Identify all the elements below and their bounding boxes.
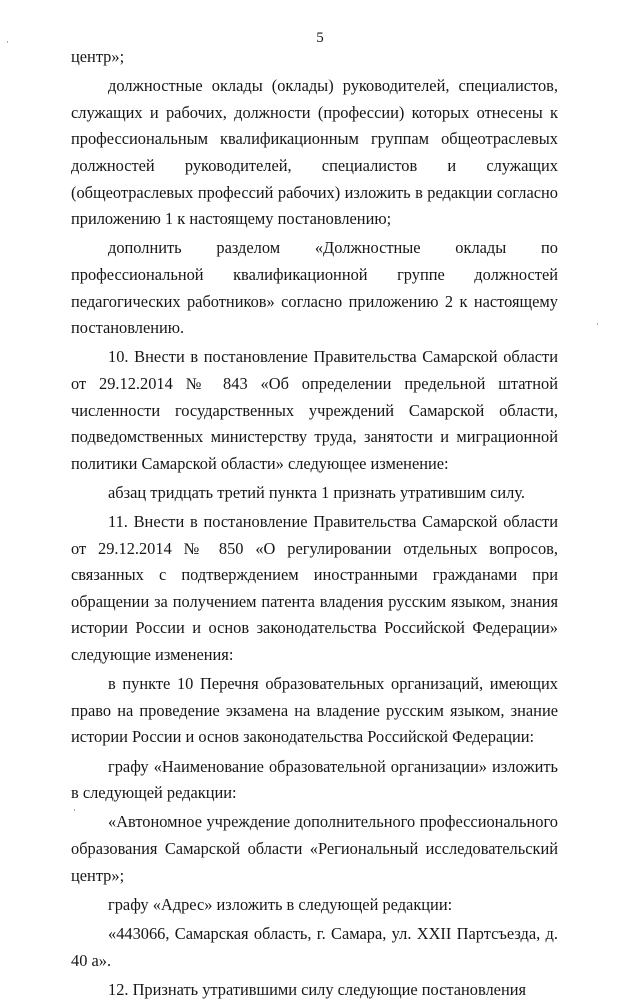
paragraph-organization-name: «Автономное учреждение дополнительного профессионального образования Самарской области «Региональный исследовательский центр»;	[71, 812, 558, 885]
paragraph-item-11: 11. Внести в постановление Правительства Самарской области от 29.12.2014 № 850 «О регулировании отдельных вопросов, связанных с подтверждением иностранными гражданами при обращении за получением патента владения русским языком, знания истории России и основ законодательства Российской Федерации» следующие изменения:	[71, 512, 558, 665]
paragraph-address: «443066, Самарская область, г. Самара, ул. XXII Партсъезда, д. 40 а».	[71, 923, 558, 970]
paragraph-column-name: графу «Наименование образовательной организации» изложить в следующей редакции:	[71, 756, 558, 803]
paragraph-add-section: дополнить разделом «Должностные оклады по профессиональной квалификационной группе должностей педагогических работников» согласно приложению 2 к настоящему постановлению.	[71, 238, 558, 338]
scan-speck: ·	[73, 805, 76, 815]
document-body	[71, 44, 558, 1006]
paragraph-item-11-point-10: в пункте 10 Перечня образовательных организаций, имеющих право на проведение экзамена на владение русским языком, знание истории России и основ законодательства Российской Федерации:	[71, 674, 558, 747]
paragraph-salaries: должностные оклады (оклады) руководителей, специалистов, служащих и рабочих, должности (профессии) которых отнесены к профессиональным квалификационным группам общеотраслевых должностей руководителей, специалистов и служащих (общеотраслевых профессий рабочих) изложить в редакции согласно приложению 1 к настоящему постановлению;	[71, 76, 558, 229]
paragraph-column-address: графу «Адрес» изложить в следующей редакции:	[108, 894, 453, 914]
paragraph-item-10-change: абзац тридцать третий пункта 1 признать утратившим силу.	[108, 482, 525, 502]
paragraph-continuation: центр»;	[71, 47, 125, 66]
scan-speck: ·	[596, 319, 599, 329]
scan-speck: ·	[6, 37, 9, 47]
paragraph-item-10: 10. Внести в постановление Правительства Самарской области от 29.12.2014 № 843 «Об определении предельной штатной численности государственных учреждений Самарской области, подведомственных министерству труда, занятости и миграционной политики Самарской области» следующее изменение:	[71, 347, 558, 473]
paragraph-item-12: 12. Признать утратившими силу следующие постановления	[108, 979, 527, 999]
page-number: 5	[316, 30, 324, 46]
